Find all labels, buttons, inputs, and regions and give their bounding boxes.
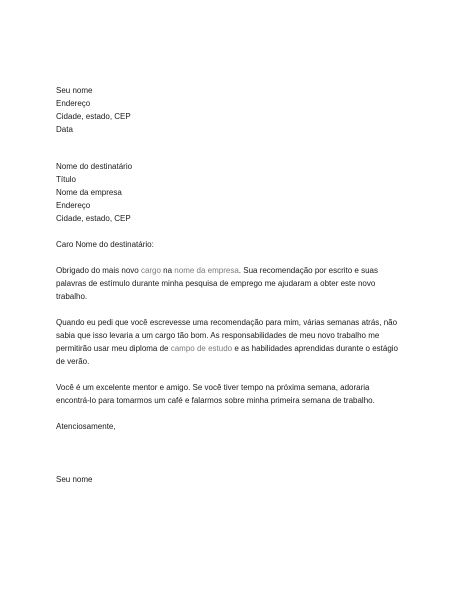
letter-date: Data	[56, 125, 73, 134]
recipient-company: Nome da empresa	[56, 188, 122, 197]
sender-block	[56, 84, 412, 136]
placeholder-cargo: cargo	[140, 266, 161, 275]
signature-space	[56, 433, 412, 473]
recipient-city-state-zip: Cidade, estado, CEP	[56, 214, 131, 223]
recipient-title: Título	[56, 175, 77, 184]
paragraph-line: trabalho.	[56, 292, 88, 301]
paragraph-invitation	[56, 381, 412, 407]
signature-name: Seu nome	[56, 475, 93, 484]
paragraph-line: encontrá-lo para tomarmos um café e falarmos sobre minha primeira semana de trabalho.	[56, 396, 375, 405]
text-run: permitirão usar meu diploma de	[56, 344, 171, 353]
sender-address: Endereço	[56, 99, 91, 108]
sender-city-state-zip: Cidade, estado, CEP	[56, 112, 131, 121]
recipient-name: Nome do destinatário	[56, 162, 133, 171]
placeholder-company-name: nome da empresa	[174, 266, 239, 275]
spacer	[56, 407, 412, 420]
paragraph-line: de verão.	[56, 357, 90, 366]
spacer	[56, 303, 412, 316]
closing: Atenciosamente,	[56, 422, 116, 431]
paragraph-line: sabia que isso levaria a um cargo tão bom. As responsabilidades de meu novo trabalho me	[56, 331, 380, 340]
paragraph-line	[56, 342, 412, 355]
sender-name: Seu nome	[56, 86, 93, 95]
paragraph-line: palavras de estímulo durante minha pesquisa de emprego me ajudaram a obter este novo	[56, 279, 376, 288]
paragraph-thanks	[56, 264, 412, 303]
paragraph-line	[56, 264, 412, 277]
spacer	[56, 251, 412, 264]
text-run: Obrigado do mais novo	[56, 266, 141, 275]
paragraph-line: Você é um excelente mentor e amigo. Se você tiver tempo na próxima semana, adoraria	[56, 383, 370, 392]
spacer	[56, 368, 412, 381]
letter-body	[56, 84, 412, 486]
recipient-block	[56, 160, 412, 225]
spacer	[56, 225, 412, 238]
text-run: na	[160, 266, 175, 275]
paragraph-recommendation	[56, 316, 412, 368]
salutation: Caro Nome do destinatário:	[56, 240, 154, 249]
text-run: e as habilidades aprendidas durante o estágio	[232, 344, 398, 353]
placeholder-field-of-study: campo de estudo	[170, 344, 233, 353]
spacer	[56, 136, 412, 160]
text-run: . Sua recomendação por escrito e suas	[238, 266, 378, 275]
recipient-address: Endereço	[56, 201, 91, 210]
paragraph-line: Quando eu pedi que você escrevesse uma recomendação para mim, várias semanas atrás, não	[56, 318, 398, 327]
